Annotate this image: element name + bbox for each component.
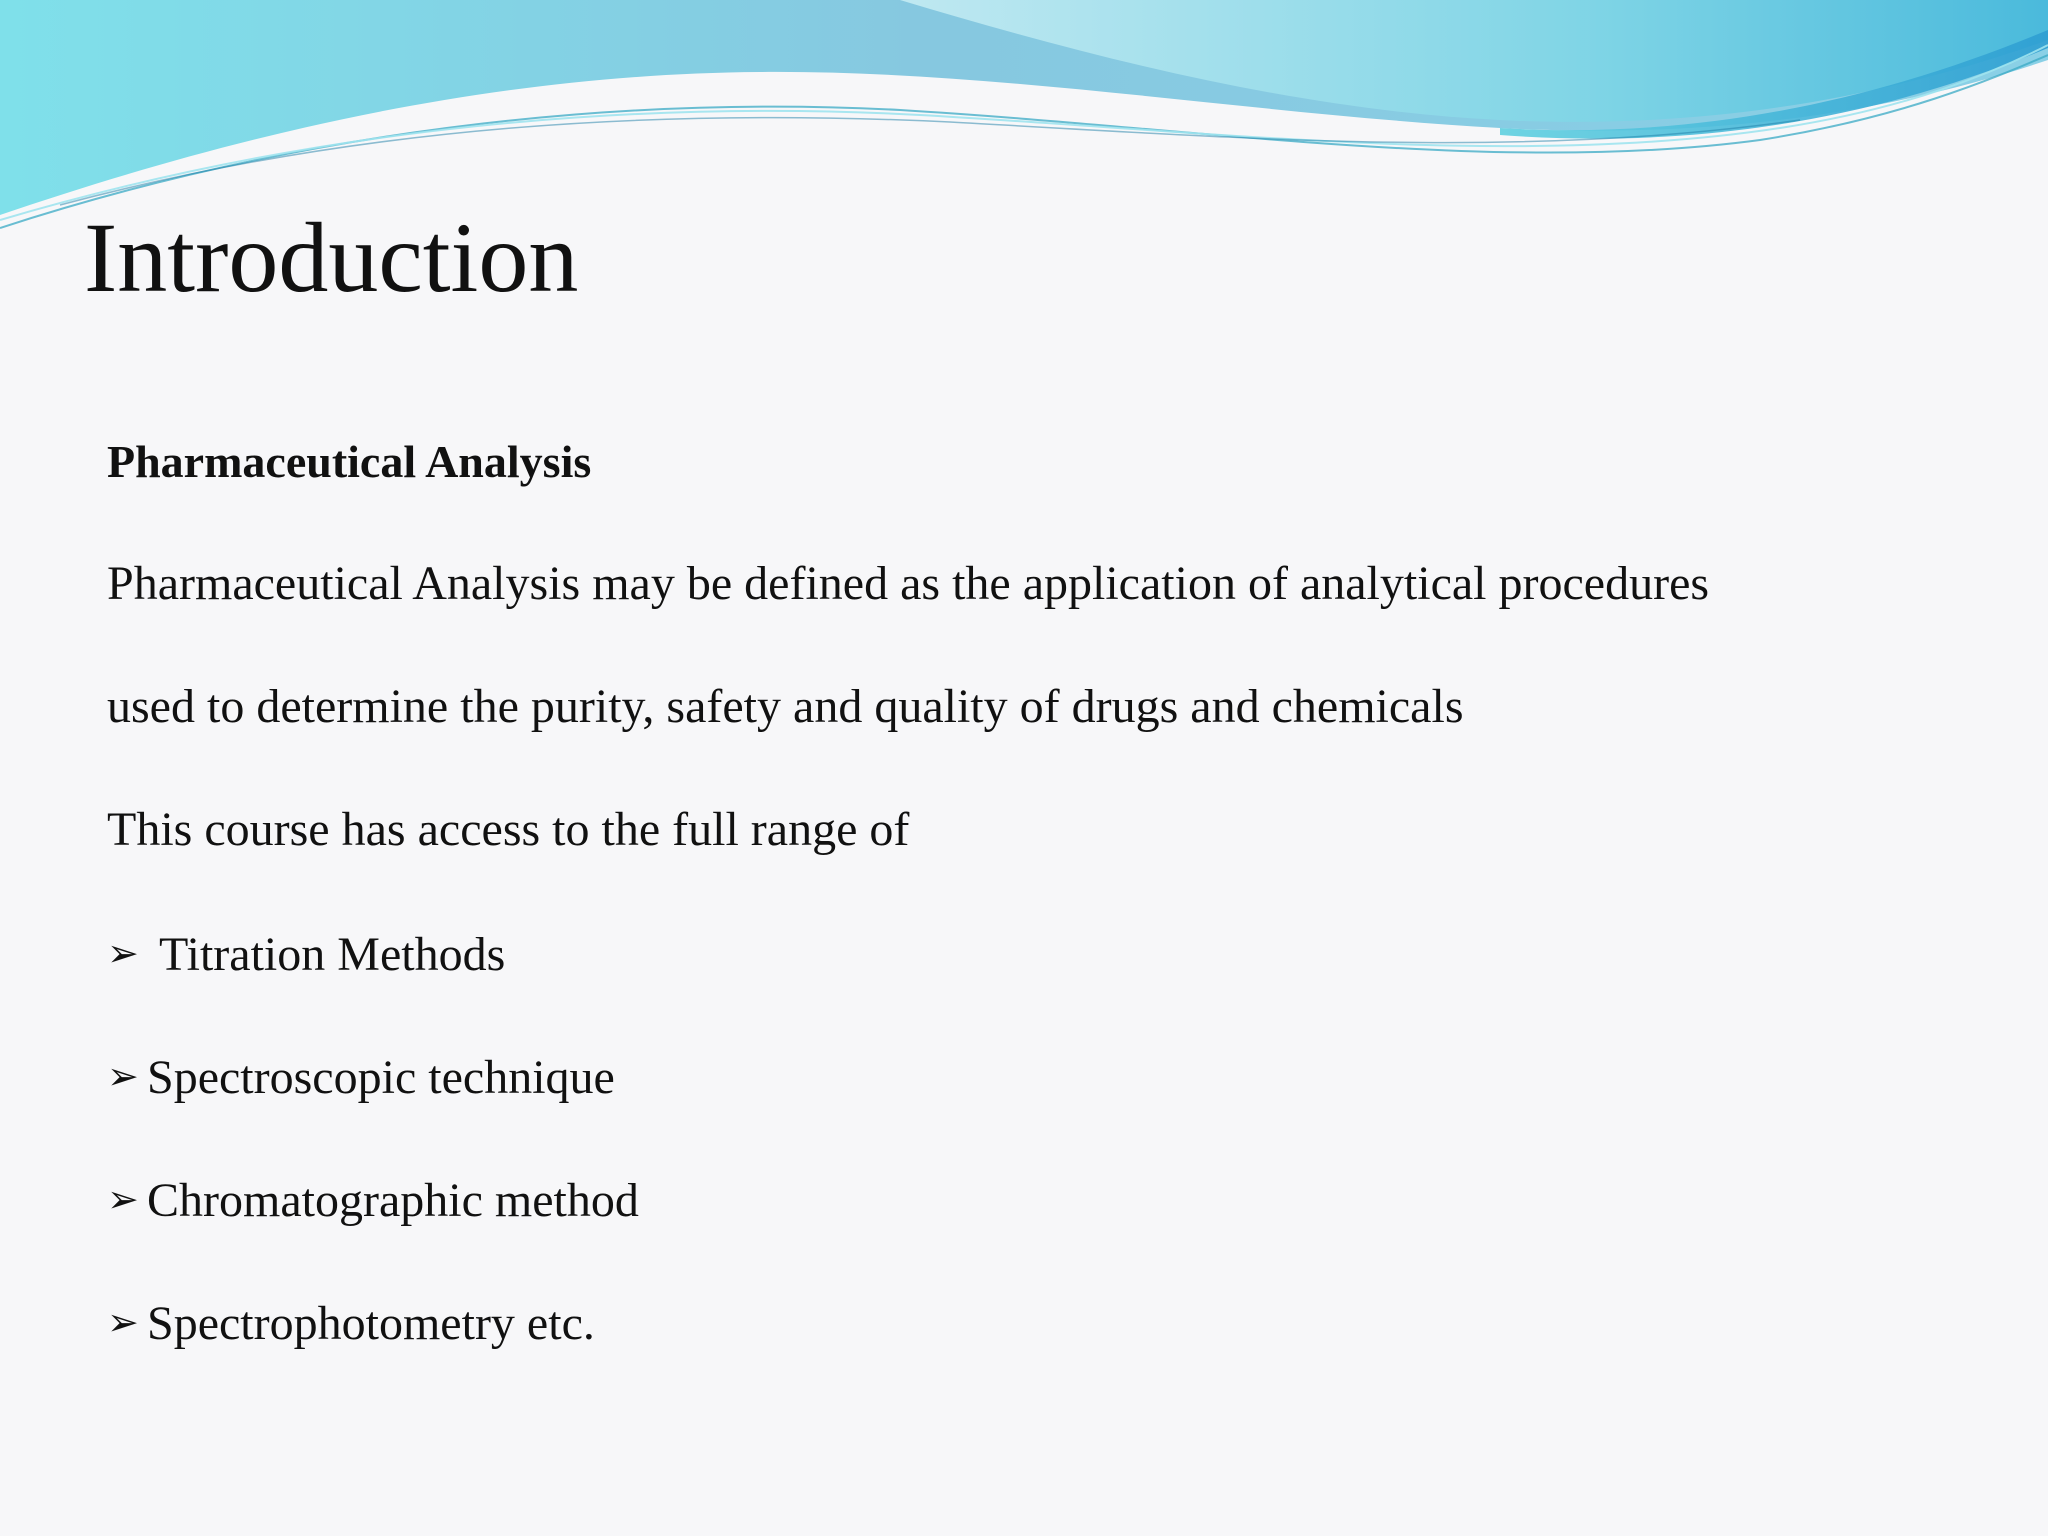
bullet-item-spectrophotometry (107, 1292, 595, 1354)
bullet-item-titration (107, 923, 505, 985)
bullet-item-spectroscopic (107, 1046, 615, 1108)
definition-line-2: used to determine the purity, safety and quality of drugs and chemicals (107, 680, 1464, 733)
section-heading: Pharmaceutical Analysis (107, 436, 592, 487)
definition-line-1: Pharmaceutical Analysis may be defined as the application of analytical procedures (107, 557, 1710, 610)
bullet-label: Spectroscopic technique (147, 1051, 615, 1104)
arrowhead-bullet-icon: ➢ (107, 931, 139, 975)
slide-title: Introduction (84, 202, 579, 313)
arrowhead-bullet-icon: ➢ (107, 1177, 139, 1221)
bullet-label: Chromatographic method (147, 1174, 639, 1227)
arrowhead-bullet-icon: ➢ (107, 1300, 139, 1344)
arrowhead-bullet-icon: ➢ (107, 1054, 139, 1098)
intro-line: This course has access to the full range of (107, 803, 910, 856)
bullet-item-chromatographic (107, 1169, 639, 1231)
bullet-label: Spectrophotometry etc. (147, 1297, 595, 1350)
bullet-label: Titration Methods (159, 928, 506, 981)
